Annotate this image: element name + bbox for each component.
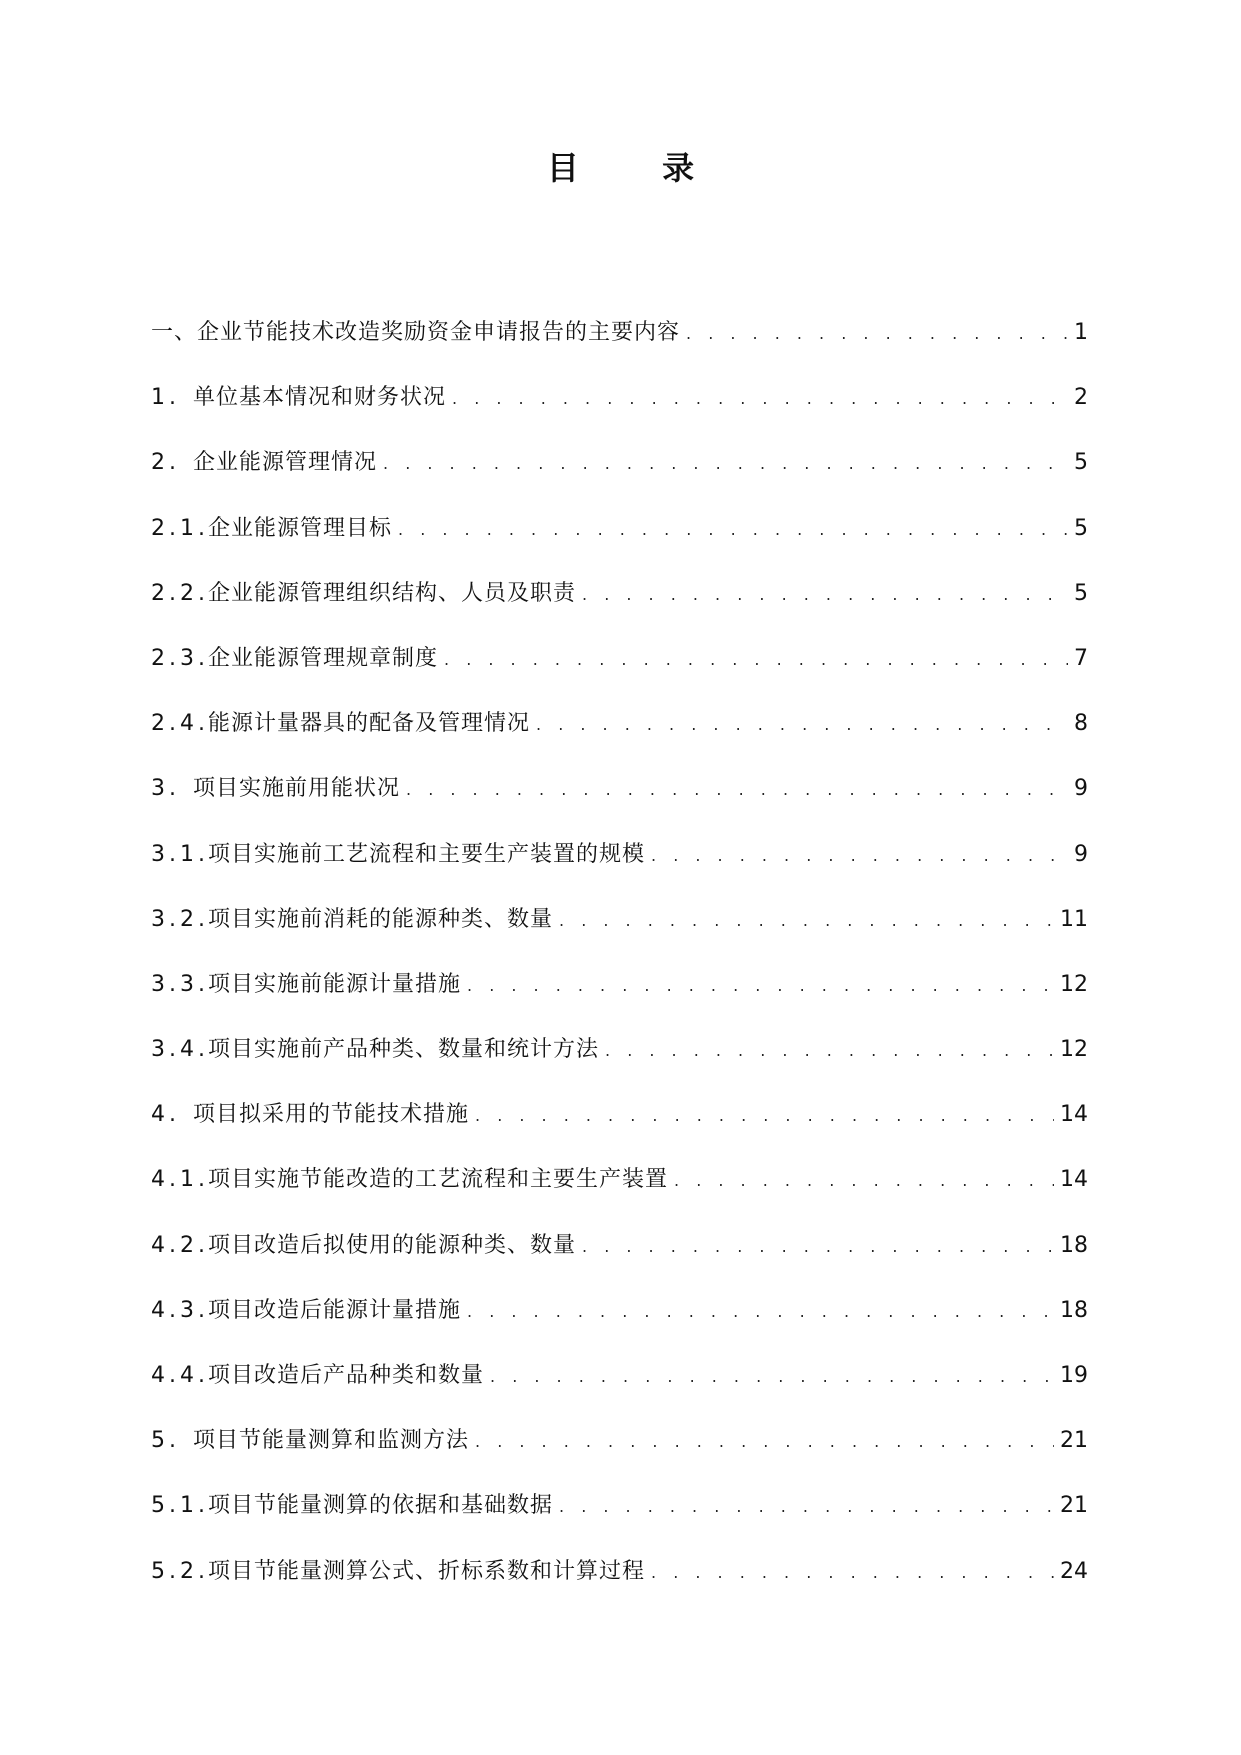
toc-page-number: 9 xyxy=(1074,776,1088,802)
toc-dot-leader xyxy=(406,775,1068,805)
toc-entry-number: 2.1. xyxy=(151,515,209,541)
toc-page-number: 18 xyxy=(1060,1232,1088,1258)
toc-entry-title: 项目实施前产品种类、数量和统计方法 xyxy=(208,1037,600,1063)
toc-entry-number: 2.3. xyxy=(151,645,209,671)
toc-page-number: 18 xyxy=(1060,1297,1088,1323)
toc-dot-leader xyxy=(559,1492,1054,1522)
toc-page-number: 14 xyxy=(1060,1102,1088,1128)
toc-entry[interactable] xyxy=(151,905,1088,970)
toc-entry-title: 项目节能量测算的依据和基础数据 xyxy=(208,1493,554,1519)
toc-dot-leader xyxy=(605,1036,1054,1066)
toc-entry[interactable] xyxy=(151,1231,1088,1296)
toc-entry[interactable] xyxy=(151,1491,1088,1556)
toc-page-number: 12 xyxy=(1060,971,1088,997)
toc-dot-leader xyxy=(559,906,1054,936)
toc-entry-title: 项目实施前用能状况 xyxy=(193,776,401,802)
toc-entry[interactable] xyxy=(151,1165,1088,1230)
toc-entry-number: 5.2. xyxy=(151,1558,209,1584)
toc-dot-leader xyxy=(686,319,1068,349)
toc-dot-leader xyxy=(475,1101,1054,1131)
toc-dot-leader xyxy=(651,1558,1054,1588)
toc-entry-number: 3.4. xyxy=(151,1037,209,1063)
toc-entry[interactable] xyxy=(151,1361,1088,1426)
toc-entry-number: 4. xyxy=(151,1102,180,1128)
toc-page-number: 19 xyxy=(1060,1363,1088,1388)
table-of-contents xyxy=(151,318,1088,1622)
toc-dot-leader xyxy=(536,710,1068,740)
toc-entry-title: 单位基本情况和财务状况 xyxy=(193,385,447,411)
toc-entry[interactable] xyxy=(151,383,1088,448)
toc-page-number: 1 xyxy=(1074,320,1088,345)
toc-entry-title: 项目改造后产品种类和数量 xyxy=(208,1363,485,1388)
toc-entry-number: 5.1. xyxy=(151,1493,209,1519)
toc-entry-number: 5. xyxy=(151,1428,180,1454)
toc-dot-leader xyxy=(383,449,1068,479)
toc-entry[interactable] xyxy=(151,448,1088,513)
toc-entry[interactable] xyxy=(151,1557,1088,1622)
toc-entry-title: 项目节能量测算公式、折标系数和计算过程 xyxy=(208,1558,646,1584)
toc-entry-number: 4.2. xyxy=(151,1232,209,1258)
toc-page-number: 5 xyxy=(1074,450,1088,476)
toc-entry-title: 能源计量器具的配备及管理情况 xyxy=(208,711,531,737)
toc-dot-leader xyxy=(398,515,1068,545)
toc-entry[interactable] xyxy=(151,1100,1088,1165)
toc-dot-leader xyxy=(582,1232,1054,1262)
toc-dot-leader xyxy=(651,841,1068,871)
page-title: 目 录 xyxy=(546,149,731,187)
toc-entry-number: 2.4. xyxy=(151,711,209,737)
toc-entry-title: 项目改造后拟使用的能源种类、数量 xyxy=(208,1232,577,1258)
toc-entry[interactable] xyxy=(151,579,1088,644)
toc-dot-leader xyxy=(674,1166,1054,1196)
toc-entry-title: 项目实施前工艺流程和主要生产装置的规模 xyxy=(208,841,646,867)
toc-entry-number: 3. xyxy=(151,776,180,802)
toc-entry-title: 企业能源管理情况 xyxy=(193,450,378,476)
toc-dot-leader xyxy=(452,384,1068,414)
toc-dot-leader xyxy=(582,580,1068,610)
toc-entry[interactable] xyxy=(151,644,1088,709)
toc-entry-number: 3.2. xyxy=(151,906,209,932)
toc-dot-leader xyxy=(467,1297,1054,1327)
toc-entry[interactable] xyxy=(151,1296,1088,1361)
toc-page-number: 9 xyxy=(1074,841,1088,867)
toc-page-number: 21 xyxy=(1060,1493,1088,1519)
toc-entry-number: 3.3. xyxy=(151,971,209,997)
toc-entry-number: 4.4. xyxy=(151,1363,209,1388)
toc-entry-number: 2. xyxy=(151,450,180,476)
toc-entry-title: 项目拟采用的节能技术措施 xyxy=(193,1102,470,1128)
toc-page-number: 8 xyxy=(1074,711,1088,737)
toc-entry-title: 企业能源管理目标 xyxy=(208,515,393,541)
toc-entry[interactable] xyxy=(151,970,1088,1035)
toc-entry[interactable] xyxy=(151,709,1088,774)
toc-entry-number: 1. xyxy=(151,385,180,411)
toc-entry[interactable] xyxy=(151,1426,1088,1491)
toc-entry-number: 4.3. xyxy=(151,1297,209,1323)
toc-dot-leader xyxy=(490,1362,1054,1392)
toc-entry-title: 项目节能量测算和监测方法 xyxy=(193,1428,470,1454)
toc-entry[interactable] xyxy=(151,1035,1088,1100)
toc-entry-title: 企业能源管理组织结构、人员及职责 xyxy=(208,580,577,606)
toc-dot-leader xyxy=(467,971,1054,1001)
toc-entry-title: 项目实施前消耗的能源种类、数量 xyxy=(208,906,554,932)
toc-dot-leader xyxy=(444,645,1068,675)
toc-dot-leader xyxy=(475,1427,1054,1457)
toc-page-number: 5 xyxy=(1074,515,1088,541)
toc-page-number: 11 xyxy=(1060,906,1088,932)
toc-entry-title: 企业能源管理规章制度 xyxy=(208,645,439,671)
toc-entry-title: 一、企业节能技术改造奖励资金申请报告的主要内容 xyxy=(151,320,681,345)
toc-entry[interactable] xyxy=(151,840,1088,905)
toc-entry-number: 3.1. xyxy=(151,841,209,867)
toc-entry-title: 项目改造后能源计量措施 xyxy=(208,1297,462,1323)
toc-entry-title: 项目实施前能源计量措施 xyxy=(208,971,462,997)
toc-page-number: 2 xyxy=(1074,385,1088,411)
toc-page-number: 14 xyxy=(1060,1167,1088,1193)
toc-page-number: 7 xyxy=(1074,645,1088,671)
toc-entry-number: 4.1. xyxy=(151,1167,209,1193)
toc-entry[interactable] xyxy=(151,318,1088,383)
toc-entry[interactable] xyxy=(151,774,1088,839)
toc-entry-number: 2.2. xyxy=(151,580,209,606)
toc-entry-title: 项目实施节能改造的工艺流程和主要生产装置 xyxy=(208,1167,669,1193)
toc-page-number: 21 xyxy=(1060,1428,1088,1454)
toc-page-number: 12 xyxy=(1060,1037,1088,1063)
toc-page-number: 24 xyxy=(1060,1558,1088,1584)
toc-entry[interactable] xyxy=(151,514,1088,579)
toc-page-number: 5 xyxy=(1074,580,1088,606)
